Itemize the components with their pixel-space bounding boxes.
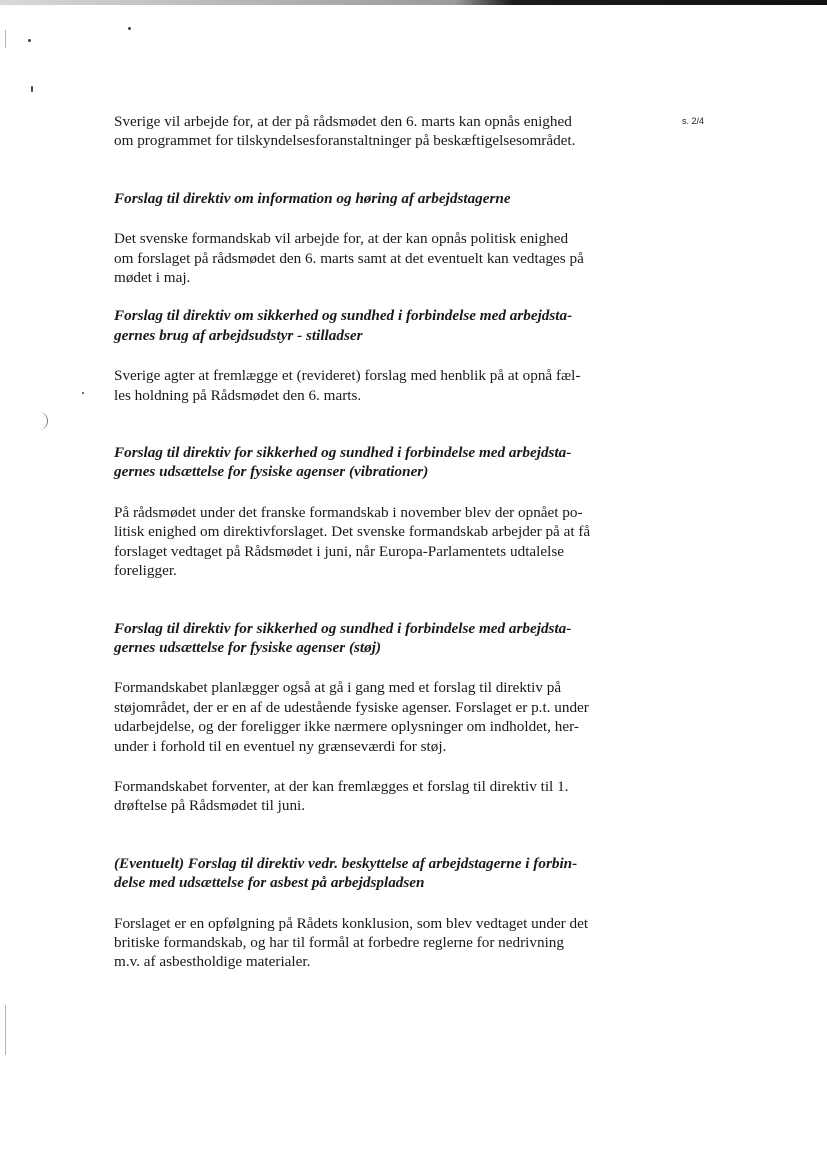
scan-edge [0,0,827,5]
scan-speck [128,27,131,30]
paragraph-vibrations: På rådsmødet under det franske formandskab i november blev der opnået po- litisk enighed om direktivforslaget. Det svenske formandskab arbejder på at få forslaget vedtaget på Rådsmødet i juni, når Europa-Parlamentets udtalelse foreligger. [114,503,591,580]
paragraph-noise-expectation: Formandskabet forventer, at der kan fremlægges et forslag til direktiv til 1. drøftelse på Rådsmødet til juni. [114,777,569,815]
paragraph-information-consultation: Det svenske formandskab vil arbejde for, at der kan opnås politisk enighed om forslaget på rådsmødet den 6. marts samt at det eventuelt kan vedtages på mødet i maj. [114,230,584,287]
scan-margin-line [5,30,6,48]
page-number: s. 2/4 [682,116,705,126]
heading-work-equipment-scaffolding: Forslag til direktiv om sikkerhed og sundhed i forbindelse med arbejdsta- gernes brug af arbejdsudstyr - stilladser [114,307,573,344]
paragraph-work-equipment-scaffolding: Sverige agter at fremlægge et (revideret) forslag med henblik på at opnå fæl- les holdning på Rådsmødet den 6. marts. [114,367,581,404]
scan-margin-line [5,1005,6,1055]
punch-hole-mark [33,412,48,430]
paragraph-sweden-employment-programme: Sverige vil arbejde for, at der på rådsmødet den 6. marts kan opnås enighed om programmet for tilskyndelsesforanstaltninger på beskæftigelsesområdet. [114,113,576,150]
scan-speck [82,392,84,394]
scan-speck [28,39,31,42]
heading-noise: Forslag til direktiv for sikkerhed og sundhed i forbindelse med arbejdsta- gernes udsættelse for fysiske agenser (støj) [114,619,572,656]
paragraph-noise-planning: Formandskabet planlægger også at gå i gang med et forslag til direktiv på støjområdet, der er en af de udestående fysiske agenser. Forslaget er p.t. under udarbejdelse, og der foreligger ikke nærmere oplysninger om indholdet, her- under i forhold til en eventuel ny grænseværdi for støj. [114,679,589,755]
heading-information-consultation: Forslag til direktiv om information og høring af arbejdstagerne [114,189,511,207]
heading-asbestos: (Eventuelt) Forslag til direktiv vedr. beskyttelse af arbejdstagerne i forbin- delse med udsættelse for asbest på arbejdspladsen [114,854,578,892]
paragraph-asbestos: Forslaget er en opfølgning på Rådets konklusion, som blev vedtaget under det britiske formandskab, og har til formål at forbedre reglerne for nedrivning m.v. af asbestholdige materialer. [114,914,589,971]
scan-speck [31,86,33,92]
heading-vibrations: Forslag til direktiv for sikkerhed og sundhed i forbindelse med arbejdsta- gernes udsættelse for fysiske agenser (vibrationer) [114,444,572,481]
document-body [114,112,629,972]
